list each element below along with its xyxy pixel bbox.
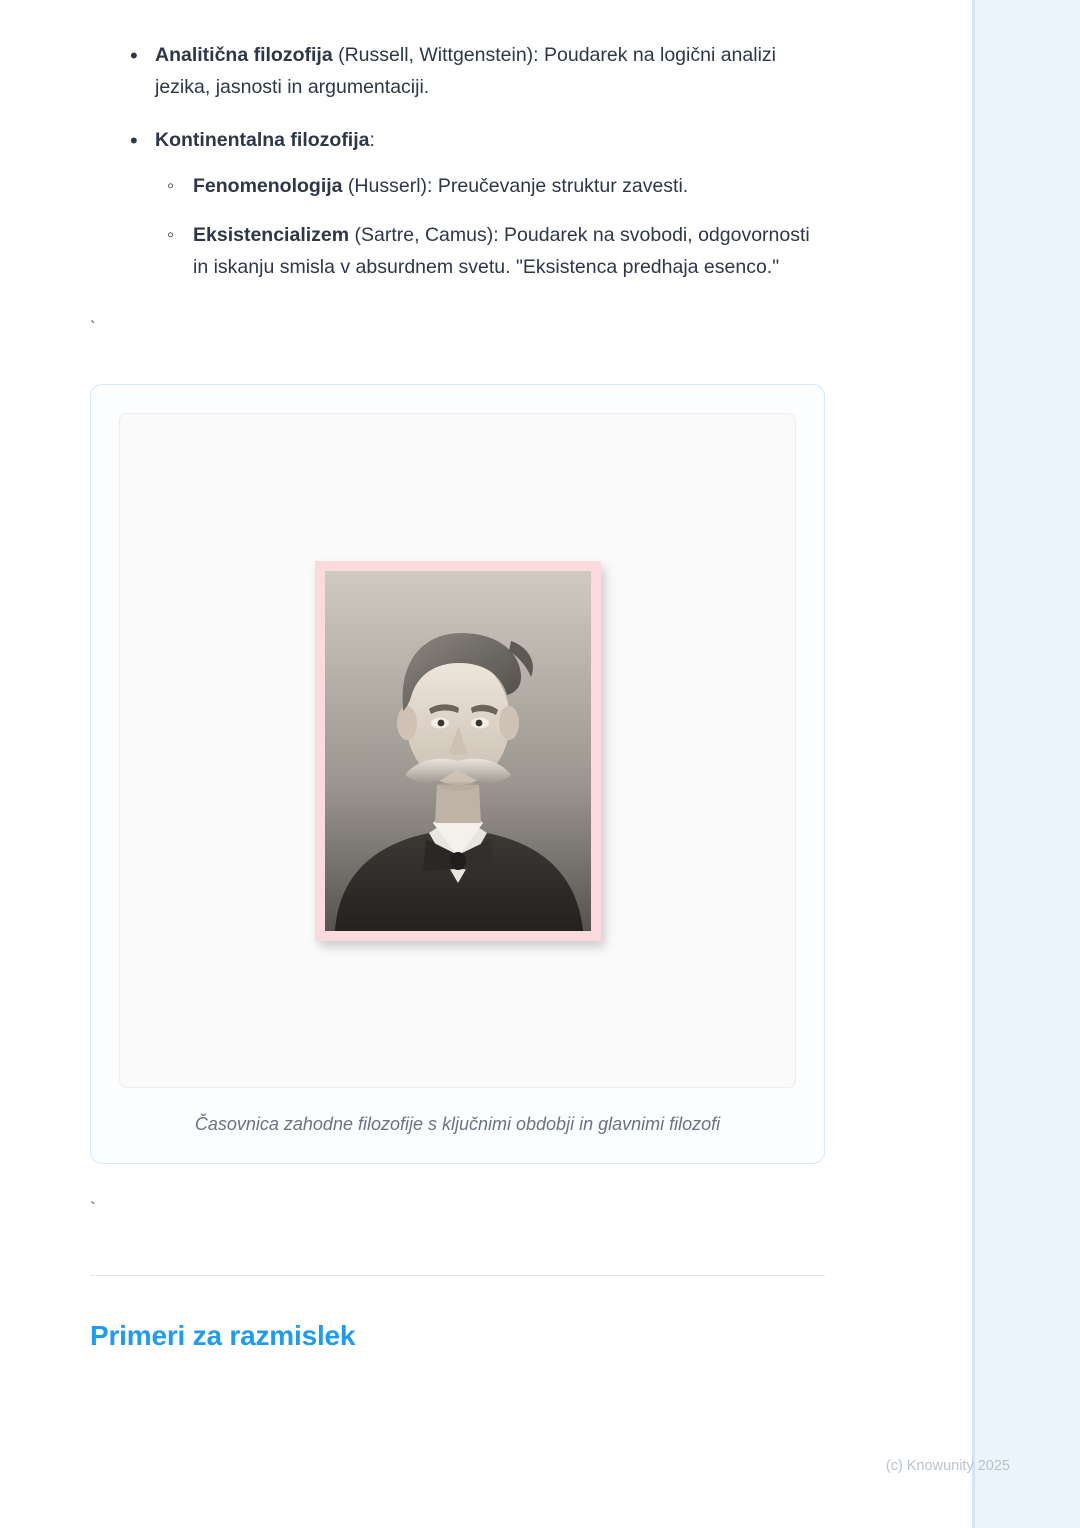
figure-image-area xyxy=(119,413,796,1088)
list-item-term: Fenomenologija xyxy=(193,174,343,197)
list-item-text: (Sartre, Camus): Poudarek na svobodi, odgovornosti in iskanju smisla v absurdnem svetu. "Eksistenca predhaja esenco." xyxy=(193,224,810,278)
watermark: (c) Knowunity 2025 xyxy=(885,1458,1010,1474)
sub-bullet-list xyxy=(155,171,825,284)
page-title: Primeri za razmislek xyxy=(90,1320,356,1352)
bullet-list xyxy=(90,40,825,283)
list-item-text: (Russell, Wittgenstein): Poudarek na logični analizi jezika, jasnosti in argumentaciji. xyxy=(155,44,776,98)
list-item-term: Kontinentalna filozofija xyxy=(155,129,370,152)
figure-caption: Časovnica zahodne filozofije s ključnimi obdobji in glavnimi filozofi xyxy=(194,1114,721,1135)
list-item xyxy=(155,220,825,283)
list-item-text: (Husserl): Preučevanje struktur zavesti. xyxy=(342,174,689,197)
list-item-term: Analitična filozofija xyxy=(155,44,333,66)
list-item xyxy=(90,125,825,283)
list-item-text: : xyxy=(369,129,375,152)
list-item-term: Eksistencializem xyxy=(193,224,350,247)
list-item xyxy=(155,171,825,203)
stray-backtick-bottom: ` xyxy=(90,1199,96,1219)
portrait-photo-friedrich-nietzsche xyxy=(325,571,591,931)
figure-card xyxy=(90,384,825,1164)
page-side-band-edge xyxy=(972,0,975,1528)
photo-frame xyxy=(315,561,601,941)
stray-backtick-top: ` xyxy=(90,318,96,338)
section-divider xyxy=(90,1275,825,1276)
list-item xyxy=(90,40,825,103)
page-side-band xyxy=(972,0,1080,1528)
